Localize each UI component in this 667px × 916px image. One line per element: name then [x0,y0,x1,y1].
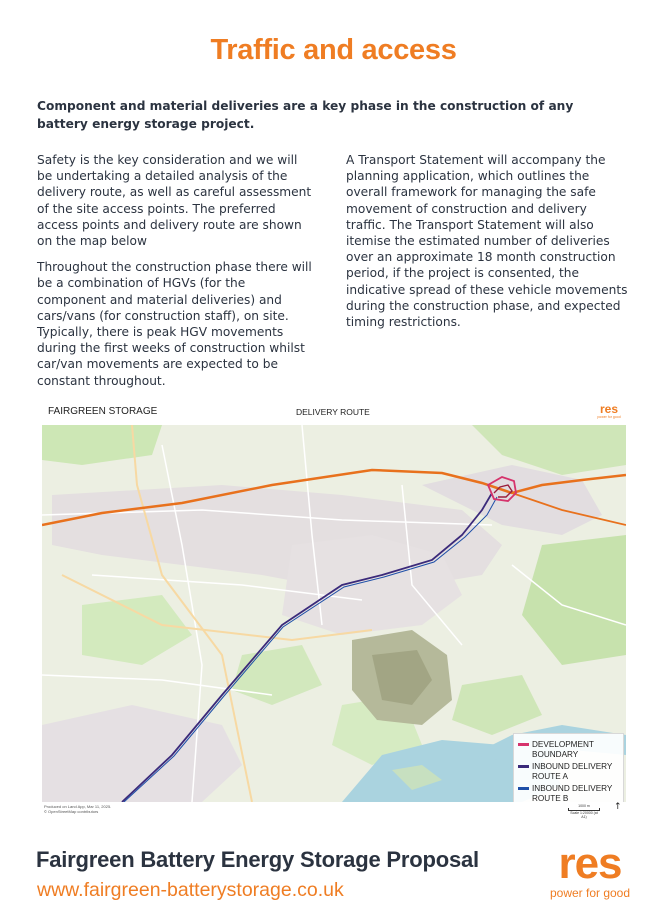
delivery-route-map [38,397,630,822]
north-arrow-icon: ↑ [614,802,622,812]
lead-paragraph: Component and material deliveries are a key phase in the construction of any battery energy storage project. [37,99,574,131]
legend-label-boundary: DEVELOPMENT BOUNDARY [532,740,594,759]
left-paragraph-2: Throughout the construction phase there will be a combination of HGVs (for the component and material deliveries) and cars/vans (for construction staff), on site. Typically, there is peak HGV movements during the first weeks of construction whilst car/van movements are expected to be constant throughout. [37,260,312,388]
left-paragraph-1: Safety is the key consideration and we will be undertaking a detailed analysis of the delivery route, as well as careful assessment of the site access points. The preferred access points and delivery route are shown on the map below [37,153,312,249]
legend-label-route-b: INBOUND DELIVERY ROUTE B [532,784,613,802]
legend-label-route-a: INBOUND DELIVERY ROUTE A [532,762,613,781]
legend-swatch-route-a [518,765,529,768]
map-credits-line-2: © OpenStreetMap contributors [44,809,99,814]
footer-logo-text: res [558,839,622,888]
legend-swatch-boundary [518,743,529,746]
right-column [346,152,628,340]
map-logo-text: res [599,402,619,416]
map-res-logo [596,403,622,419]
right-paragraph-1: A Transport Statement will accompany the planning application, which outlines the overall framework for managing the safe movement of construction and delivery traffic. The Transport Statement will also itemise the estimated number of deliveries over an approximate 18 month construction period, if the project is consented, the indicative spread of these vehicle movements during the construction phase, and expected timing restrictions. [346,153,628,330]
footer-res-logo [540,839,640,900]
footer-website-link[interactable]: www.fairgreen-batterystorage.co.uk [37,879,344,901]
map-subtitle: DELIVERY ROUTE [296,407,370,417]
legend-swatch-route-b [518,787,529,790]
scale-ratio: Scale 1:20000 (at A1) [570,811,598,819]
footer-logo-tagline: power for good [549,886,631,900]
page-title: Traffic and access [210,34,457,66]
map-credits-line-1: Produced on Land App, Mar 11, 2025. [44,804,112,809]
map-credits [44,804,111,814]
map-title: FAIRGREEN STORAGE [48,406,158,417]
footer-title: Fairgreen Battery Energy Storage Proposal [36,847,479,872]
map-canvas[interactable] [42,425,626,802]
scale-distance: 1000 m [578,804,590,808]
map-legend [513,733,624,802]
map-scale-bar [568,804,600,819]
map-logo-tagline: power for good [597,415,621,419]
left-column [37,152,312,399]
